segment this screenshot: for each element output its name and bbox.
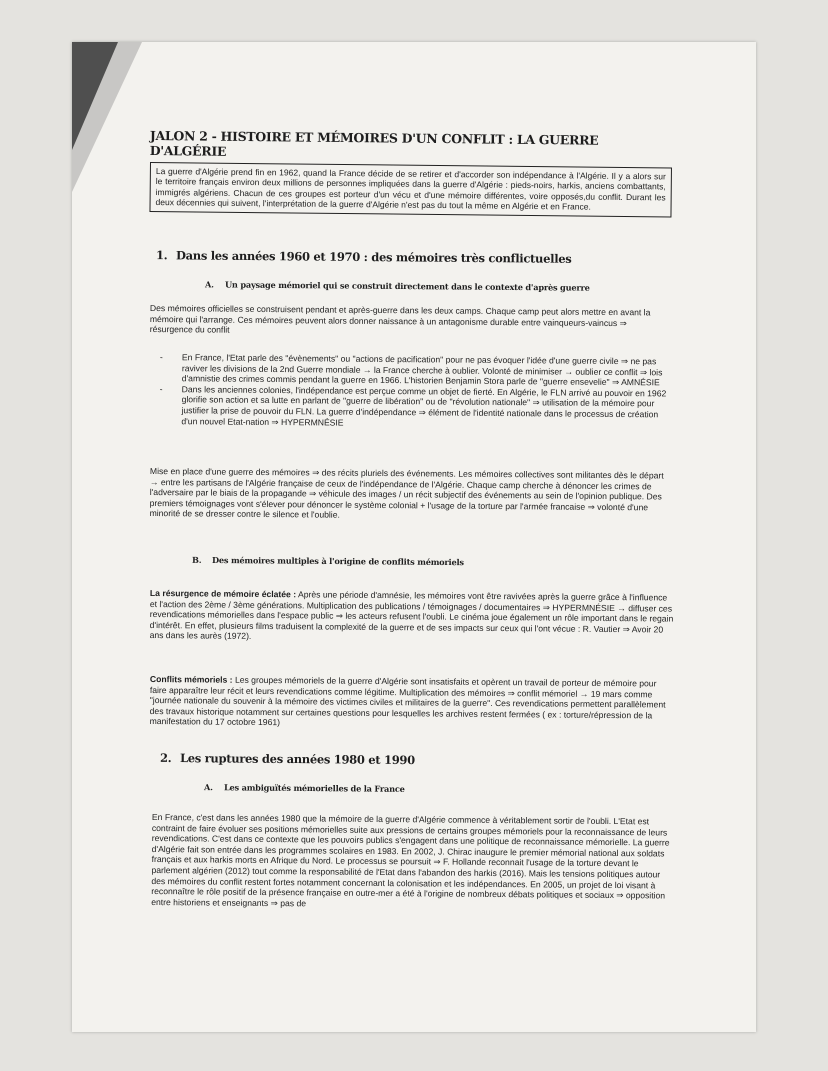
section-1-title: Dans les années 1960 et 1970 : des mémoires très conflictuelles [175, 248, 572, 266]
section-1b-paragraph-1 [150, 588, 674, 646]
bullet-item [159, 384, 675, 431]
section-1a-paragraph-1: Des mémoires officielles se construisent pendant et après-guerre dans les deux camps. Chaque camp peut alors mettre en avant la mémoire qui l'arrange. Ces mémoires peuvent alors donner naissance à un antagonisme durable entre vainqueurs-vaincus ⇒ résurgence du conflit [149, 303, 651, 335]
bullet-item [160, 352, 676, 388]
section-2a-letter: A. [203, 782, 213, 793]
bullet-text: En France, l'Etat parle des "évènements" ou "actions de pacification" pour ne pas évoquer l'idée d'une guerre civile ⇒ ne pas raviver les divisions de la 2nd Guerre mondiale → la France cherche à oublier. Volonté de minimiser → oublier ce conflit ⇒ lois d'amnistie des crimes commis pendant la guerre en 1966. L'historien Benjamin Stora parle de "guerre ensevelie" ⇒ AMNÉSIE [181, 352, 663, 388]
section-2-title: Les ruptures des années 1980 et 1990 [179, 751, 415, 768]
section-2a-paragraph-1: En France, c'est dans les années 1980 que la mémoire de la guerre d'Algérie commence à véritablement sortir de l'oubli. L'Etat est contraint de faire évoluer ses positions mémorielles suite aux pressions de certains groupes mémoriels pour la reconnaissance de leurs revendications. C'est dans ce contexte que les pouvoirs publics s'engagent dans une politique de reconnaissance mémorielle. La guerre d'Algérie fait son entrée dans les programmes scolaires en 1983. En 2002, J. Chirac inaugure le premier mémorial national aux soldats français et aux harkis morts en Afrique du Nord. Le processus se poursuit ⇒ F. Hollande reconnait l'usage de la torture devant le parlement algérien (2012) tout comme la responsabilité de l'Etat dans l'abandon des harkis (2016). Mais les tensions politiques autour des mémoires du conflit restent fortes notamment concernant la colonisation et les indépendances. En 2005, un projet de loi visant à reconnaître le rôle positif de la présence française en outre-mer a été à l'origine de nombreux débats politiques et sociaux ⇒ opposition entre historiens et enseignants ⇒ pas de [151, 812, 670, 909]
document-title: JALON 2 - HISTOIRE ET MÉMOIRES D'UN CONFLIT : LA GUERRE D'ALGÉRIE [149, 128, 599, 159]
bullet-marker: - [159, 383, 163, 394]
bullet-marker: - [159, 352, 163, 363]
section-1b-paragraph-1-text: Après une période d'amnésie, les mémoires vont être ravivées après la guerre grâce à l'influence et l'action des 2ème / 3ème générations. Multiplication des publications / témoignages / documentaires ⇒ HYPERMNÉSIE → diffuser ces revendications mémorielles dans l'espace public ⇒ les acteurs refusent l'oubli. Le cinéma joue également un rôle important dans le regain d'intérêt. En effet, plusieurs films traduisent la complexité de la guerre et de ses impacts sur ceux qui l'ont vécue : R. Vautier ⇒ Avoir 20 ans dans les aurès (1972). [149, 589, 674, 642]
section-2-number: 2. [159, 750, 172, 765]
bullet-text: Dans les anciennes colonies, l'indépendance est perçue comme un objet de fierté. En Algérie, le FLN arrivé au pouvoir en 1962 glorifie son action et sa lutte en parlant de "guerre de libération" ou de "révolution nationale" ⇒ utilisation de la mémoire pour justifier la prise de pouvoir du FLN. La guerre d'indépendance ⇒ élément de l'identité nationale dans le processus de création d'un nouvel Etat-nation ⇒ HYPERMNÉSIE [181, 383, 667, 428]
section-1b-letter: B. [191, 554, 202, 565]
section-1a-title: Un paysage mémoriel qui se construit directement dans le contexte d'après guerre [224, 279, 590, 293]
section-2a-title: Les ambiguïtés mémorielles de la France [223, 782, 405, 794]
section-1b-title: Des mémoires multiples à l'origine de conflits mémoriels [211, 554, 464, 568]
intro-box: La guerre d'Algérie prend fin en 1962, quand la France décide de se retirer et d'accorder son indépendance à l'Algérie. Il y a alors sur le territoire français environ deux millions de personnes impliquées dans la guerre d'Algérie : pieds-noirs, harkis, anciens combattants, immigrés algériens. Chacun de ces groupes est porteur d'un vécu et d'une mémoire différentes, voire opposés,du conflit. Durant les deux décennies qui suivent, l'interprétation de la guerre d'Algérie n'est pas du tout la même en Algérie et en France. [149, 162, 671, 217]
section-2a-heading [204, 782, 405, 794]
section-1-number: 1. [155, 248, 168, 263]
section-1b-paragraph-2-text: Les groupes mémoriels de la guerre d'Algérie sont insatisfaits et opèrent un travail de porteur de mémoire pour faire apparaître leur récit et leurs revendications comme légitime. Multiplication des mémoires ⇒ conflit mémoriel → 19 mars comme "journée nationale du souvenir à la mémoire des victimes civiles et militaires de la guerre". Ces revendications permettent parallèlement des travaux historique notamment sur certaines questions pour lesquelles les archives restent fermées ( ex : torture/répression de la manifestation du 17 octobre 1961) [149, 674, 666, 728]
section-1b-paragraph-1-lead: La résurgence de mémoire éclatée : [149, 588, 297, 600]
section-2-heading [160, 751, 415, 767]
section-1a-bullets [159, 352, 676, 431]
page-fold [72, 42, 118, 150]
section-1b-paragraph-2 [150, 674, 674, 732]
section-1a-paragraph-2: Mise en place d'une guerre des mémoires ⇒ des récits pluriels des événements. Les mémoires collectives sont militantes dès le départ → entre les partisans de l'Algérie française de ceux de l'indépendance de l'Algérie. Chaque camp cherche à dénoncer les crimes de l'adversaire par le biais de la propagande ⇒ véhicule des images / un récit subjectif des événements au sein de l'opinion publique. Des premiers témoignages vont s'élever pour dénoncer le système colonial + l'usage de la torture par l'armée francaise ⇒ volonté d'une minorité de se dresser contre le silence et l'oublie. [149, 466, 664, 521]
section-1b-paragraph-2-lead: Conflits mémoriels : [149, 674, 233, 685]
section-1a-letter: A. [204, 279, 214, 290]
